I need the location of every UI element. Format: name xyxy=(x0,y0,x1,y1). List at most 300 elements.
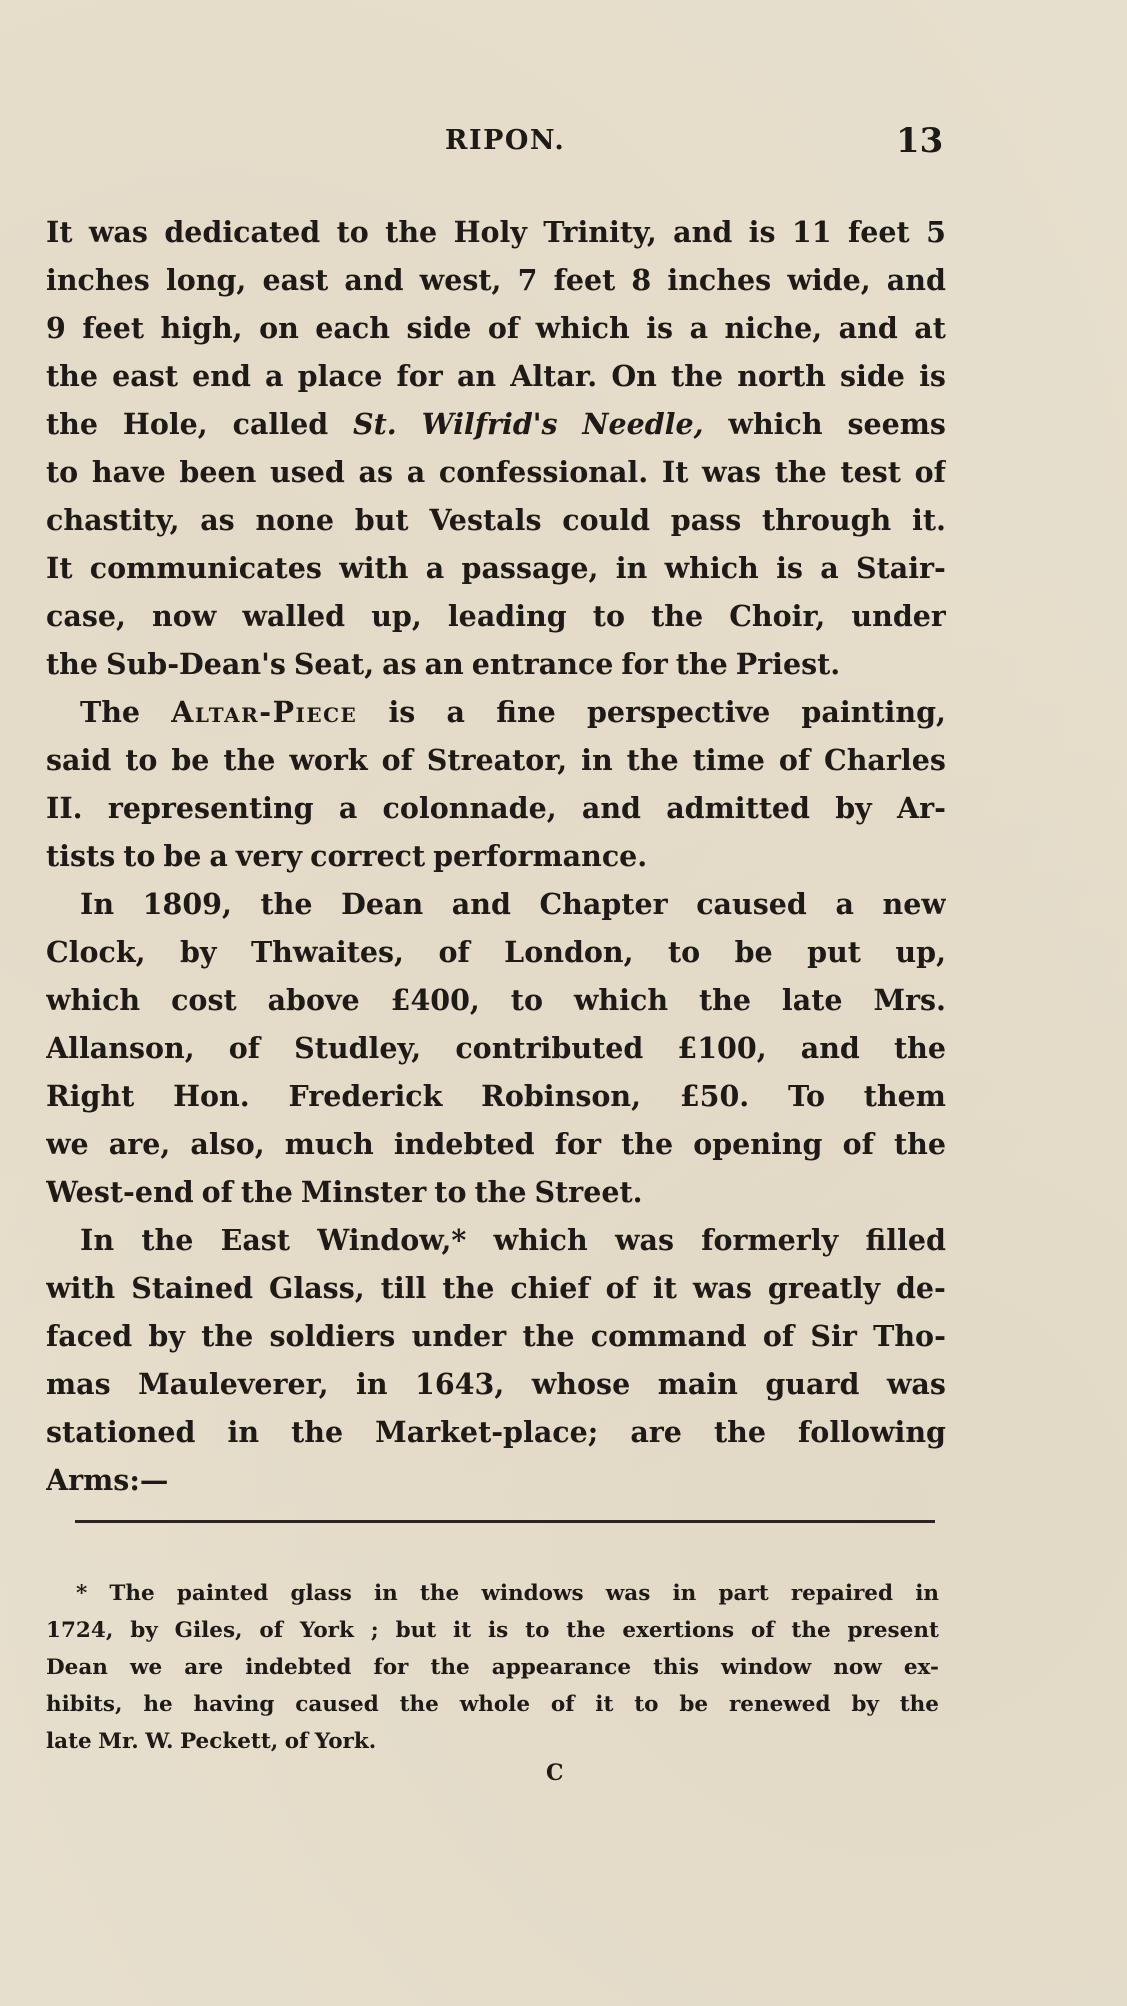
word: In xyxy=(80,1223,115,1257)
word: whole xyxy=(459,1692,531,1717)
text-line xyxy=(46,1264,946,1312)
word: Sub-Dean's xyxy=(106,647,286,681)
word: inches xyxy=(667,263,772,297)
word: Altar-Piece xyxy=(171,695,358,729)
word: inches xyxy=(46,263,150,297)
word: be xyxy=(163,839,202,873)
word: seems xyxy=(847,407,946,441)
word: Seat, xyxy=(293,647,375,681)
word: 9 xyxy=(46,311,66,345)
text-line xyxy=(46,256,946,304)
word: part xyxy=(718,1581,769,1606)
word: mas xyxy=(46,1367,111,1401)
word: Needle, xyxy=(582,407,704,441)
word: them xyxy=(863,1079,946,1113)
word: Window,* xyxy=(317,1223,467,1257)
word: test xyxy=(840,455,901,489)
word: north xyxy=(737,359,826,393)
word: the xyxy=(430,1655,470,1680)
word: faced xyxy=(46,1319,133,1353)
word: of xyxy=(259,1618,283,1643)
word: a xyxy=(425,551,445,585)
word: Streator, xyxy=(426,743,568,777)
word: II. xyxy=(46,791,83,825)
word: the xyxy=(291,1415,344,1449)
word: feet xyxy=(553,263,616,297)
word: but xyxy=(354,503,409,537)
word: the xyxy=(893,1031,946,1065)
word: in xyxy=(672,1581,697,1606)
word: representing xyxy=(107,791,314,825)
word: £50. xyxy=(679,1079,750,1113)
word: correct xyxy=(310,839,426,873)
word: for xyxy=(396,359,443,393)
word: of xyxy=(201,1175,233,1209)
word: under xyxy=(411,1319,507,1353)
word: the xyxy=(522,1319,575,1353)
word: which xyxy=(493,1223,588,1257)
word: up, xyxy=(895,935,946,969)
word: passage, xyxy=(461,551,599,585)
word: place xyxy=(297,359,383,393)
word: the xyxy=(260,887,313,921)
word: now xyxy=(833,1655,882,1680)
word: have xyxy=(91,455,166,489)
word: was xyxy=(605,1581,651,1606)
word: Trinity, xyxy=(543,215,657,249)
word: was xyxy=(692,1271,752,1305)
word: soldiers xyxy=(269,1319,396,1353)
word: above xyxy=(267,983,360,1017)
word: indebted xyxy=(245,1655,352,1680)
word: new xyxy=(882,887,946,921)
word: it xyxy=(453,1618,472,1643)
word: of xyxy=(550,1692,575,1717)
word: to xyxy=(510,983,543,1017)
word: to xyxy=(336,215,369,249)
text-line xyxy=(46,1120,946,1168)
word: to xyxy=(592,599,625,633)
text-line xyxy=(46,400,946,448)
word: 8 xyxy=(631,263,652,297)
word: on xyxy=(259,311,299,345)
word: £400, xyxy=(390,983,480,1017)
word: 7 xyxy=(517,263,538,297)
word: are, xyxy=(108,1127,171,1161)
word: also, xyxy=(190,1127,265,1161)
word: is xyxy=(919,359,946,393)
word: of xyxy=(228,1031,261,1065)
word: To xyxy=(788,1079,825,1113)
word: to xyxy=(123,839,156,873)
word: Peckett, xyxy=(179,1729,279,1754)
word: for xyxy=(621,647,668,681)
text-line xyxy=(46,208,946,256)
word: Clock, xyxy=(46,935,146,969)
word: for xyxy=(554,1127,601,1161)
footnote xyxy=(46,1575,939,1760)
running-head: RIPON. xyxy=(445,125,566,156)
word: called xyxy=(232,407,329,441)
word: the xyxy=(385,215,438,249)
word: having xyxy=(193,1692,275,1717)
word: glass xyxy=(290,1581,352,1606)
word: It xyxy=(661,455,689,489)
word: painting, xyxy=(801,695,946,729)
text-line xyxy=(46,1168,946,1216)
word: dedicated xyxy=(164,215,321,249)
word: Chapter xyxy=(539,887,668,921)
word: in xyxy=(915,1581,939,1606)
word: as xyxy=(200,503,235,537)
word: Dean xyxy=(341,887,424,921)
word: opening xyxy=(693,1127,823,1161)
word: to xyxy=(667,935,701,969)
word: of xyxy=(762,1319,795,1353)
word: a xyxy=(689,311,709,345)
word: which xyxy=(728,407,823,441)
word: Dean xyxy=(46,1655,108,1680)
text-line xyxy=(46,304,946,352)
word: be xyxy=(171,743,210,777)
word: an xyxy=(424,647,464,681)
text-line xyxy=(46,592,946,640)
word: admitted xyxy=(666,791,810,825)
text-line xyxy=(46,736,946,784)
word: Right xyxy=(46,1079,135,1113)
word: caused xyxy=(295,1692,379,1717)
word: pass xyxy=(670,503,742,537)
word: the xyxy=(675,647,728,681)
word: fine xyxy=(496,695,556,729)
word: * xyxy=(76,1581,88,1606)
word: by xyxy=(835,791,872,825)
word: but xyxy=(395,1618,437,1643)
word: time xyxy=(692,743,765,777)
footnote-line xyxy=(46,1723,939,1760)
word: the xyxy=(698,983,751,1017)
word: a xyxy=(406,455,426,489)
word: to xyxy=(46,455,79,489)
word: Sir xyxy=(810,1319,857,1353)
word: Tho- xyxy=(873,1319,946,1353)
word: of xyxy=(284,1729,309,1754)
word: the xyxy=(46,647,99,681)
page-number: 13 xyxy=(896,121,944,161)
word: Wilfrid's xyxy=(421,407,558,441)
word: the xyxy=(671,359,724,393)
word: the xyxy=(46,407,99,441)
word: It xyxy=(46,215,73,249)
word: window xyxy=(721,1655,812,1680)
word: London, xyxy=(504,935,634,969)
word: by xyxy=(851,1692,879,1717)
word: now xyxy=(152,599,217,633)
word: communicates xyxy=(89,551,322,585)
word: tists xyxy=(46,839,116,873)
word: present xyxy=(847,1618,939,1643)
word: Glass, xyxy=(269,1271,365,1305)
word: is xyxy=(388,695,416,729)
word: case, xyxy=(46,599,126,633)
word: caused xyxy=(696,887,807,921)
word: the xyxy=(651,599,704,633)
word: is xyxy=(776,551,803,585)
word: following xyxy=(798,1415,946,1449)
word: we xyxy=(46,1127,89,1161)
footnote-line xyxy=(46,1649,939,1686)
word: the xyxy=(442,1271,495,1305)
word: greatly xyxy=(767,1271,880,1305)
word: east xyxy=(112,359,178,393)
word: by xyxy=(148,1319,185,1353)
word: leading xyxy=(447,599,567,633)
word: very xyxy=(235,839,303,873)
word: are xyxy=(630,1415,682,1449)
word: windows xyxy=(481,1581,584,1606)
word: be xyxy=(679,1692,709,1717)
word: by xyxy=(180,935,217,969)
word: and xyxy=(886,263,946,297)
word: an xyxy=(456,359,497,393)
word: he xyxy=(143,1692,173,1717)
signature-mark: C xyxy=(546,1760,564,1786)
word: main xyxy=(657,1367,738,1401)
word: In xyxy=(80,887,115,921)
word: East xyxy=(220,1223,290,1257)
text-line xyxy=(46,1312,946,1360)
word: renewed xyxy=(728,1692,831,1717)
word: Vestals xyxy=(429,503,542,537)
word: work xyxy=(289,743,368,777)
word: the xyxy=(566,1618,606,1643)
word: the xyxy=(713,1415,767,1449)
word: repaired xyxy=(790,1581,894,1606)
word: to xyxy=(525,1618,550,1643)
word: of xyxy=(778,743,811,777)
word: Allanson, xyxy=(46,1031,195,1065)
word: which xyxy=(573,983,669,1017)
text-line xyxy=(46,1024,946,1072)
word: 5 xyxy=(926,215,946,249)
word: filled xyxy=(865,1223,946,1257)
word: a xyxy=(820,551,839,585)
word: Charles xyxy=(824,743,946,777)
word: painted xyxy=(176,1581,269,1606)
word: by xyxy=(130,1618,158,1643)
word: and xyxy=(451,887,511,921)
word: Stair- xyxy=(856,551,946,585)
word: with xyxy=(339,551,409,585)
word: are xyxy=(184,1655,224,1680)
word: put xyxy=(807,935,861,969)
word: said xyxy=(46,743,112,777)
word: Priest. xyxy=(735,647,841,681)
word: W. xyxy=(145,1729,174,1754)
word: was xyxy=(886,1367,946,1401)
word: Arms:— xyxy=(46,1463,169,1497)
text-line xyxy=(46,784,946,832)
word: the xyxy=(223,743,276,777)
word: niche, xyxy=(724,311,823,345)
word: 1643, xyxy=(415,1367,505,1401)
word: the xyxy=(399,1692,439,1717)
word: the xyxy=(46,359,99,393)
word: Thwaites, xyxy=(250,935,404,969)
word: Altar. xyxy=(510,359,598,393)
word: de- xyxy=(895,1271,946,1305)
word: Market-place; xyxy=(375,1415,599,1449)
word: the xyxy=(893,1127,946,1161)
word: under xyxy=(851,599,946,633)
word: up, xyxy=(371,599,422,633)
word: it xyxy=(652,1271,677,1305)
word: The xyxy=(109,1581,155,1606)
word: perspective xyxy=(587,695,771,729)
text-line xyxy=(46,1408,946,1456)
word: the xyxy=(419,1581,460,1606)
word: ex- xyxy=(903,1655,939,1680)
word: Giles, xyxy=(174,1618,243,1643)
word: which xyxy=(46,983,141,1017)
word: Minster xyxy=(300,1175,427,1209)
word: Ar- xyxy=(896,791,946,825)
word: £100, xyxy=(677,1031,767,1065)
text-line xyxy=(46,1072,946,1120)
word: guard xyxy=(765,1367,860,1401)
word: each xyxy=(315,311,390,345)
word: The xyxy=(80,695,141,729)
word: stationed xyxy=(46,1415,196,1449)
word: feet xyxy=(847,215,910,249)
word: command xyxy=(590,1319,747,1353)
word: York xyxy=(299,1618,354,1643)
word: Studley, xyxy=(294,1031,422,1065)
word: as xyxy=(382,647,417,681)
word: the xyxy=(621,1127,674,1161)
word: this xyxy=(653,1655,699,1680)
word: used xyxy=(270,455,345,489)
word: It xyxy=(46,551,73,585)
word: as xyxy=(358,455,394,489)
word: in xyxy=(581,743,613,777)
word: the xyxy=(774,455,827,489)
word: and xyxy=(581,791,641,825)
body-text xyxy=(46,208,946,1504)
word: long, xyxy=(165,263,247,297)
text-line xyxy=(46,640,946,688)
word: the xyxy=(626,743,679,777)
word: late xyxy=(46,1729,92,1754)
word: for xyxy=(373,1655,409,1680)
word: side xyxy=(839,359,905,393)
word: which xyxy=(664,551,759,585)
word: it. xyxy=(912,503,946,537)
word: St. xyxy=(353,407,397,441)
word: in xyxy=(356,1367,388,1401)
word: of xyxy=(487,311,520,345)
word: confessional. xyxy=(438,455,649,489)
word: hibits, xyxy=(46,1692,123,1717)
word: appearance xyxy=(491,1655,632,1680)
word: is xyxy=(748,215,776,249)
word: a xyxy=(446,695,466,729)
word: the xyxy=(474,1175,527,1209)
word: Mauleverer, xyxy=(138,1367,329,1401)
word: Hon. xyxy=(173,1079,250,1113)
word: of xyxy=(842,1127,874,1161)
word: late xyxy=(781,983,843,1017)
word: contributed xyxy=(455,1031,644,1065)
footnote-line xyxy=(46,1612,939,1649)
word: of xyxy=(438,935,470,969)
word: to xyxy=(125,743,158,777)
word: at xyxy=(914,311,946,345)
word: the xyxy=(899,1692,939,1717)
word: is xyxy=(488,1618,509,1643)
footnote-line xyxy=(46,1575,939,1612)
word: walled xyxy=(242,599,346,633)
word: Robinson, xyxy=(481,1079,642,1113)
word: could xyxy=(562,503,651,537)
word: On xyxy=(611,359,657,393)
word: been xyxy=(179,455,257,489)
word: a xyxy=(209,839,228,873)
word: to xyxy=(634,1692,659,1717)
word: a xyxy=(835,887,854,921)
word: none xyxy=(255,503,335,537)
text-line xyxy=(46,976,946,1024)
word: and xyxy=(673,215,733,249)
word: feet xyxy=(82,311,145,345)
word: in xyxy=(615,551,648,585)
word: was xyxy=(702,455,762,489)
word: chief xyxy=(510,1271,590,1305)
word: was xyxy=(614,1223,674,1257)
word: Hole, xyxy=(122,407,208,441)
word: of xyxy=(750,1618,775,1643)
word: cost xyxy=(171,983,237,1017)
word: we xyxy=(129,1655,163,1680)
page-header xyxy=(0,121,1127,165)
word: much xyxy=(284,1127,374,1161)
word: it xyxy=(595,1692,614,1717)
word: till xyxy=(380,1271,427,1305)
word: end xyxy=(192,359,251,393)
word: of xyxy=(381,743,413,777)
text-line xyxy=(46,352,946,400)
word: Mrs. xyxy=(873,983,946,1017)
footnote-line xyxy=(46,1686,939,1723)
word: be xyxy=(734,935,773,969)
word: wide, xyxy=(787,263,871,297)
word: West-end xyxy=(46,1175,194,1209)
text-line xyxy=(46,1456,946,1504)
text-line xyxy=(46,544,946,592)
word: Mr. xyxy=(98,1729,139,1754)
word: 1724, xyxy=(46,1618,114,1643)
word: and xyxy=(838,311,898,345)
word: in xyxy=(373,1581,398,1606)
word: whose xyxy=(531,1367,631,1401)
word: Choir, xyxy=(729,599,826,633)
text-line xyxy=(46,688,946,736)
word: through xyxy=(762,503,892,537)
word: colonnade, xyxy=(382,791,557,825)
word: west, xyxy=(419,263,502,297)
word: Holy xyxy=(453,215,527,249)
word: a xyxy=(265,359,284,393)
